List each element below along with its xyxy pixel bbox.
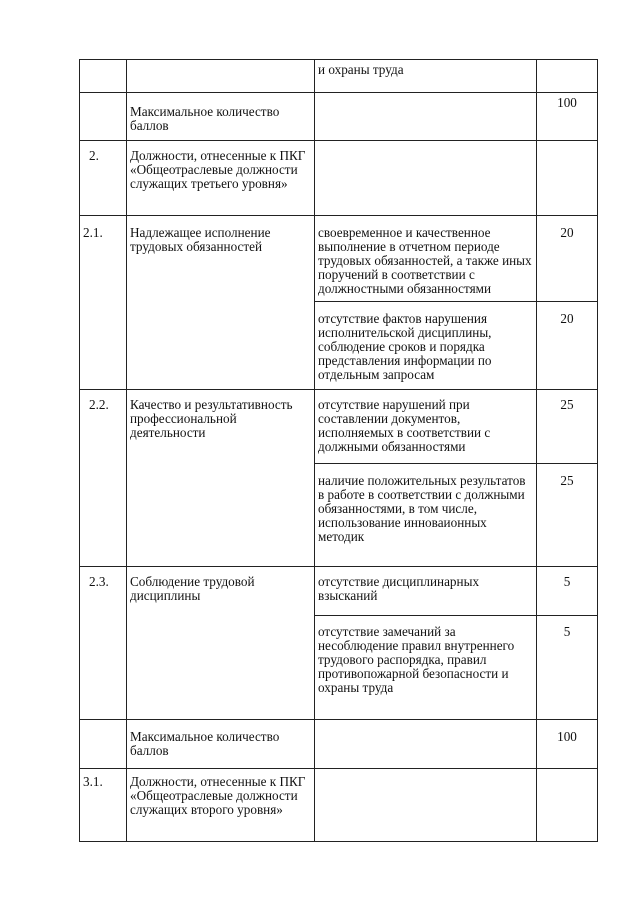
indicator-text xyxy=(315,93,537,141)
score-cell: 100 xyxy=(537,720,598,769)
indicator-text: отсутствие фактов нарушения исполнительской дисциплины, соблюдение сроков и порядка представления информации по отдельным запросам xyxy=(315,302,537,390)
table-row xyxy=(80,769,598,842)
position-name: Соблюдение трудовой дисциплины xyxy=(127,567,315,720)
row-number: 2.3. xyxy=(80,567,127,720)
table-row xyxy=(80,141,598,216)
score-cell: 100 xyxy=(537,93,598,141)
row-number xyxy=(80,93,127,141)
score-cell: 25 xyxy=(537,464,598,567)
score-cell: 5 xyxy=(537,616,598,720)
indicator-text xyxy=(315,141,537,216)
position-name: Максимальное количество баллов xyxy=(127,93,315,141)
score-cell xyxy=(537,769,598,842)
score-cell: 5 xyxy=(537,567,598,616)
indicator-text: и охраны труда xyxy=(315,60,537,93)
row-number: 2.1. xyxy=(80,216,127,390)
row-number: 2.2. xyxy=(80,390,127,567)
row-number: 3.1. xyxy=(80,769,127,842)
row-number xyxy=(80,720,127,769)
table-row xyxy=(80,93,598,141)
indicator-text: наличие положительных результатов в работе в соответствии с должными обязанностями, в том числе, использование инноваионных методик xyxy=(315,464,537,567)
table-row xyxy=(80,567,598,616)
indicator-text: отсутствие дисциплинарных взысканий xyxy=(315,567,537,616)
table-row xyxy=(80,60,598,93)
position-name: Должности, отнесенные к ПКГ «Общеотраслевые должности служащих третьего уровня» xyxy=(127,141,315,216)
indicator-text xyxy=(315,720,537,769)
row-number xyxy=(80,60,127,93)
indicator-text: отсутствие замечаний за несоблюдение правил внутреннего трудового распорядка, правил противопожарной безопасности и охраны труда xyxy=(315,616,537,720)
position-name: Должности, отнесенные к ПКГ «Общеотраслевые должности служащих второго уровня» xyxy=(127,769,315,842)
table-row xyxy=(80,216,598,302)
criteria-table xyxy=(79,59,598,842)
score-cell: 25 xyxy=(537,390,598,464)
position-name: Качество и результативность профессиональной деятельности xyxy=(127,390,315,567)
indicator-text xyxy=(315,769,537,842)
table-row xyxy=(80,390,598,464)
indicator-text: отсутствие нарушений при составлении документов, исполняемых в соответствии с должными обязанностями xyxy=(315,390,537,464)
position-name: Надлежащее исполнение трудовых обязанностей xyxy=(127,216,315,390)
score-cell xyxy=(537,141,598,216)
score-cell: 20 xyxy=(537,216,598,302)
table-row xyxy=(80,720,598,769)
position-name xyxy=(127,60,315,93)
score-cell xyxy=(537,60,598,93)
score-cell: 20 xyxy=(537,302,598,390)
row-number: 2. xyxy=(80,141,127,216)
indicator-text: своевременное и качественное выполнение в отчетном периоде трудовых обязанностей, а также иных поручений в соответствии с должностными обязанностями xyxy=(315,216,537,302)
position-name: Максимальное количество баллов xyxy=(127,720,315,769)
